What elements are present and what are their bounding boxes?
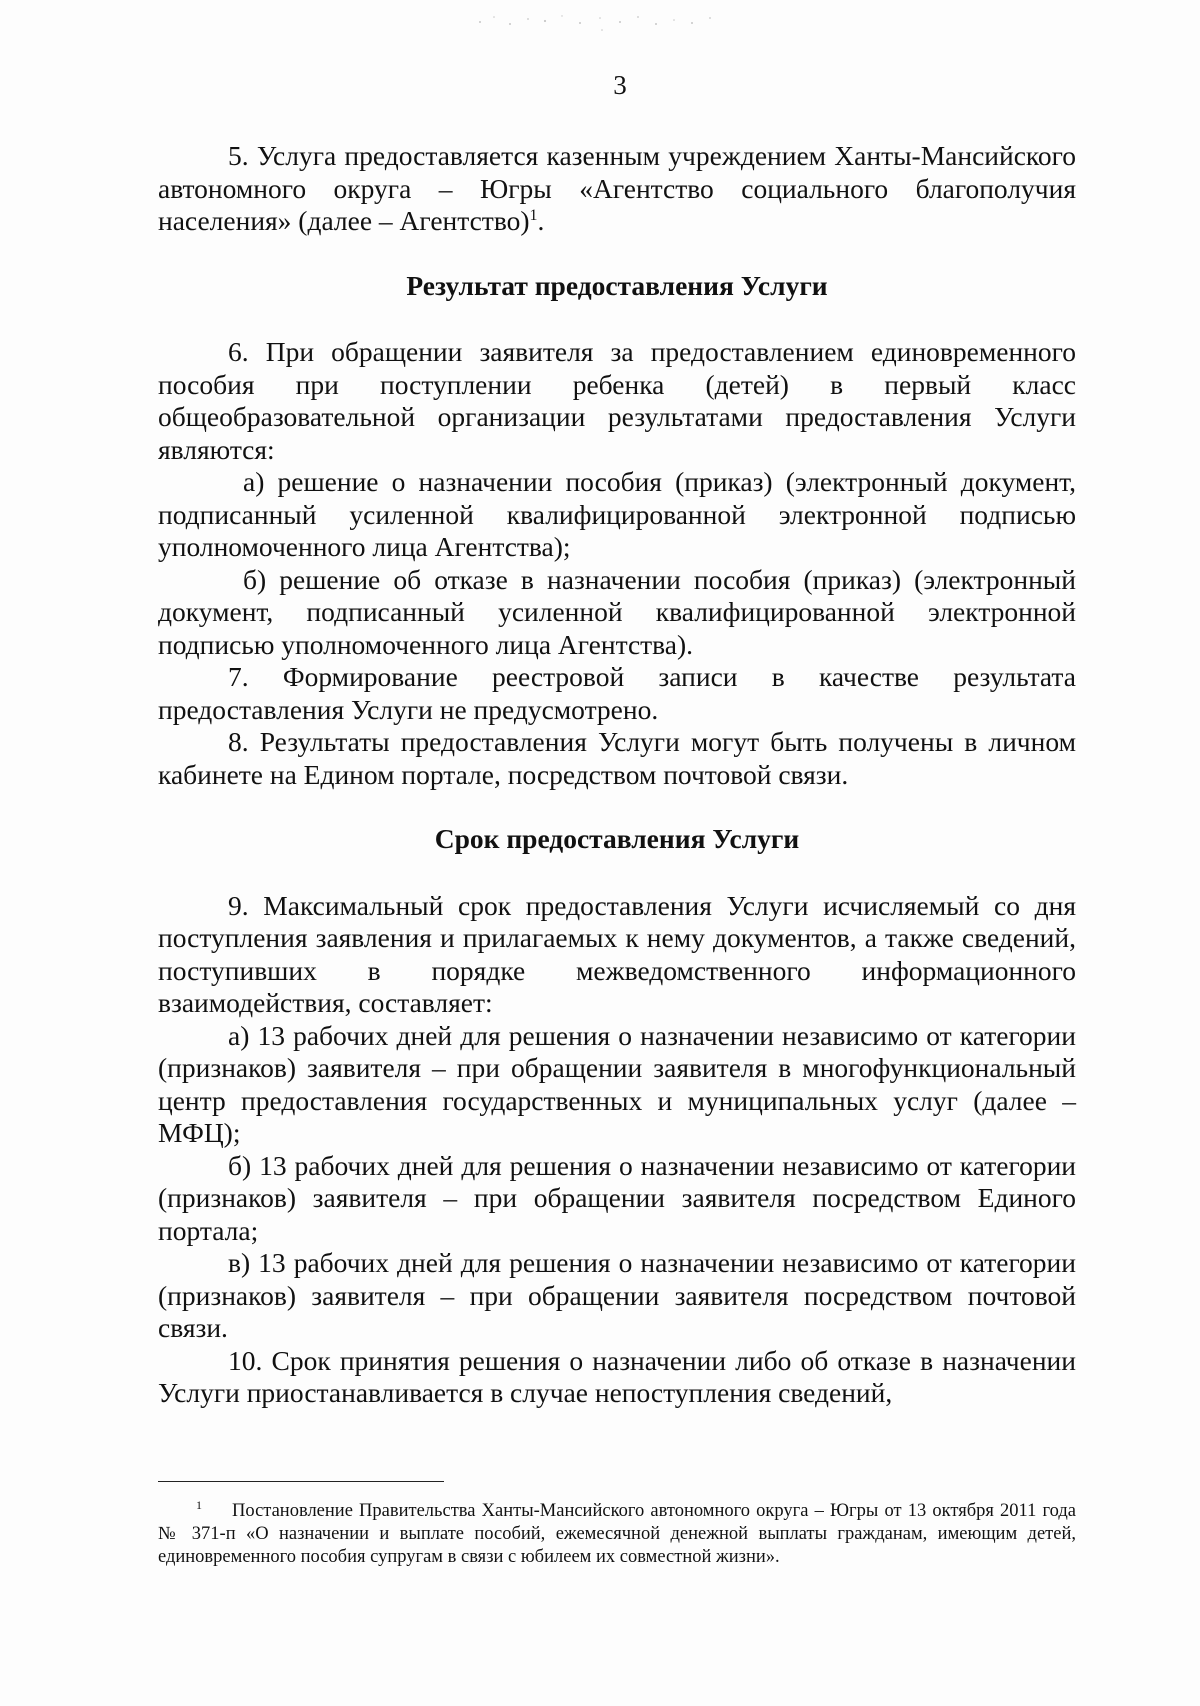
footnote-divider — [158, 1481, 444, 1482]
paragraph-9c: в) 13 рабочих дней для решения о назначении независимо от категории (признаков) заявителя – при обращении заявителя посредством почтовой связи. — [158, 1247, 1076, 1343]
section-heading-result: Результат предоставления Услуги — [406, 269, 828, 301]
footnote-text: Постановление Правительства Ханты-Мансийского автономного округа – Югры от 13 октября 2011 года № 371-п «О назначении и выплате пособий, ежемесячной денежной выплаты гражданам, имеющим детей, единовременного пособия супругам в связи с юбилеем их совместной жизни». — [158, 1501, 1076, 1567]
footnote-reference: 1 — [529, 206, 538, 224]
paragraph-7: 7. Формирование реестровой записи в качестве результата предоставления Услуги не предусмотрено. — [158, 661, 1076, 725]
footnote — [158, 1497, 1076, 1569]
footnote-mark: 1 — [196, 1497, 202, 1512]
paragraph-9: 9. Максимальный срок предоставления Услуги исчисляемый со дня поступления заявления и прилагаемых к нему документов, а также сведений, поступивших в порядке межведомственного информационного взаимодействия, составляет: — [158, 889, 1076, 1018]
paragraph-9a: а) 13 рабочих дней для решения о назначении независимо от категории (признаков) заявителя – при обращении заявителя в многофункциональный центр предоставления государственных и муниципальных услуг (далее – МФЦ); — [158, 1019, 1076, 1148]
document-body — [158, 140, 1076, 1410]
paragraph-6b: б) решение об отказе в назначении пособия (приказ) (электронный документ, подписанный усиленной квалифицированной электронной подписью уполномоченного лица Агентства). — [158, 563, 1076, 660]
paragraph-6a: а) решение о назначении пособия (приказ) (электронный документ, подписанный усиленной квалифицированной электронной подписью уполномоченного лица Агентства); — [158, 466, 1076, 562]
paragraph-6: 6. При обращении заявителя за предоставлением единовременного пособия при поступлении ребенка (детей) в первый класс общеобразовательной организации результатами предоставления Услуги являются: — [158, 336, 1076, 465]
paragraph-5-text: 5. Услуга предоставляется казенным учреждением Ханты-Мансийского автономного округа – Югры «Агентство социального благополучия населения» (далее – Агентство) — [158, 140, 1076, 236]
section-heading-term: Срок предоставления Услуги — [434, 823, 800, 854]
paragraph-10: 10. Срок принятия решения о назначении либо об отказе в назначении Услуги приостанавливается в случае непоступления сведений, — [158, 1344, 1076, 1408]
page-number: 3 — [613, 70, 627, 100]
scan-noise-mark — [470, 8, 740, 34]
paragraph-9b: б) 13 рабочих дней для решения о назначении независимо от категории (признаков) заявителя – при обращении заявителя посредством Единого портала; — [158, 1149, 1076, 1246]
paragraph-5 — [158, 140, 1076, 238]
paragraph-8: 8. Результаты предоставления Услуги могут быть получены в личном кабинете на Едином портале, посредством почтовой связи. — [158, 726, 1076, 790]
paragraph-5-tail: . — [537, 205, 545, 236]
